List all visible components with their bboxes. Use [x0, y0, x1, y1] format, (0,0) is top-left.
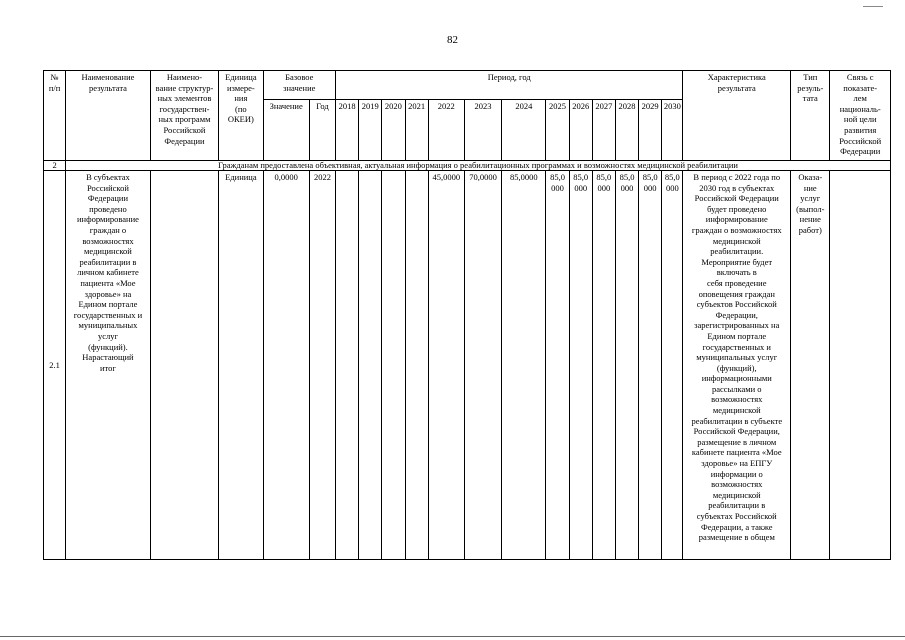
row-unit: Единица — [219, 171, 263, 560]
row-value — [336, 171, 359, 560]
header-row-1 — [44, 71, 891, 100]
scan-artifact — [863, 6, 883, 7]
header-year: 2027 — [592, 100, 615, 161]
header-year: 2024 — [502, 100, 546, 161]
row-characteristic: В период с 2022 года по 2030 год в субъектах Российской Федерации будет проведено информирование граждан о возможностях медицинской реабилитации. Мероприятие будет включать в себя проведение оповещения граждан субъектов Российской Федерации, зарегистрированных на Едином портале государственных и муниципальных услуг (функций), информационными рассылками о возможностях медицинской реабилитации в субъекте Российской Федерации, размещение в личном кабинете пациента «Мое здоровье» на ЕПГУ информации о возможностях медицинской реабилитации в субъектах Российской Федерации, а также размещение в общем — [683, 171, 791, 560]
header-type: Тип резуль- тата — [791, 71, 830, 161]
page-bottom-edge — [0, 636, 905, 637]
row-type: Оказа- ние услуг (выпол- нение работ) — [791, 171, 830, 560]
row-value: 85,0 000 — [569, 171, 592, 560]
row-value: 85,0 000 — [592, 171, 615, 560]
header-year: 2019 — [359, 100, 382, 161]
row-value: 70,0000 — [464, 171, 501, 560]
row-value: 85,0000 — [502, 171, 546, 560]
section-title: Гражданам предоставлена объективная, актуальная информация о реабилитационных программах и возможностях медицинской реабилитации — [66, 161, 891, 171]
header-num: № п/п — [44, 71, 66, 161]
row-value: 85,0 000 — [615, 171, 638, 560]
header-characteristic: Характеристика результата — [683, 71, 791, 161]
header-year: 2022 — [428, 100, 464, 161]
row-base-value: 0,0000 — [263, 171, 309, 560]
header-year: 2023 — [464, 100, 501, 161]
header-year: 2030 — [662, 100, 683, 161]
header-result-name: Наименование результата — [66, 71, 151, 161]
header-year: 2025 — [546, 100, 569, 161]
row-value: 85,0 000 — [639, 171, 662, 560]
row-value — [405, 171, 428, 560]
results-table — [43, 70, 891, 560]
header-year: 2018 — [336, 100, 359, 161]
table-row — [44, 171, 891, 560]
section-row — [44, 161, 891, 171]
page-number: 82 — [447, 34, 458, 46]
header-base-year: Год — [309, 100, 335, 161]
header-year: 2028 — [615, 100, 638, 161]
row-value: 85,0 000 — [546, 171, 569, 560]
header-base-value: Значение — [263, 100, 309, 161]
row-value: 85,0 000 — [662, 171, 683, 560]
header-year: 2021 — [405, 100, 428, 161]
header-year: 2029 — [639, 100, 662, 161]
header-struct-name: Наимено- вание структур- ных элементов государствен- ных программ Российской Федерации — [150, 71, 218, 161]
row-result-name: В субъектах Российской Федерации проведено информирование граждан о возможностях медицинской реабилитации в личном кабинете пациента «Мое здоровье» на Едином портале государственных и муниципальных услуг (функций). Нарастающий итог — [66, 171, 151, 560]
header-year: 2026 — [569, 100, 592, 161]
row-link — [830, 171, 891, 560]
section-num: 2 — [44, 161, 66, 171]
header-link: Связь с показате- лем националь- ной цели развития Российской Федерации — [830, 71, 891, 161]
header-unit: Единица измере- ния (по ОКЕИ) — [219, 71, 263, 161]
row-base-year: 2022 — [309, 171, 335, 560]
header-base: Базовое значение — [263, 71, 336, 100]
header-period: Период, год — [336, 71, 683, 100]
header-year: 2020 — [382, 100, 405, 161]
row-struct-name — [150, 171, 218, 560]
row-num: 2.1 — [44, 171, 66, 560]
row-value: 45,0000 — [428, 171, 464, 560]
row-value — [382, 171, 405, 560]
row-value — [359, 171, 382, 560]
